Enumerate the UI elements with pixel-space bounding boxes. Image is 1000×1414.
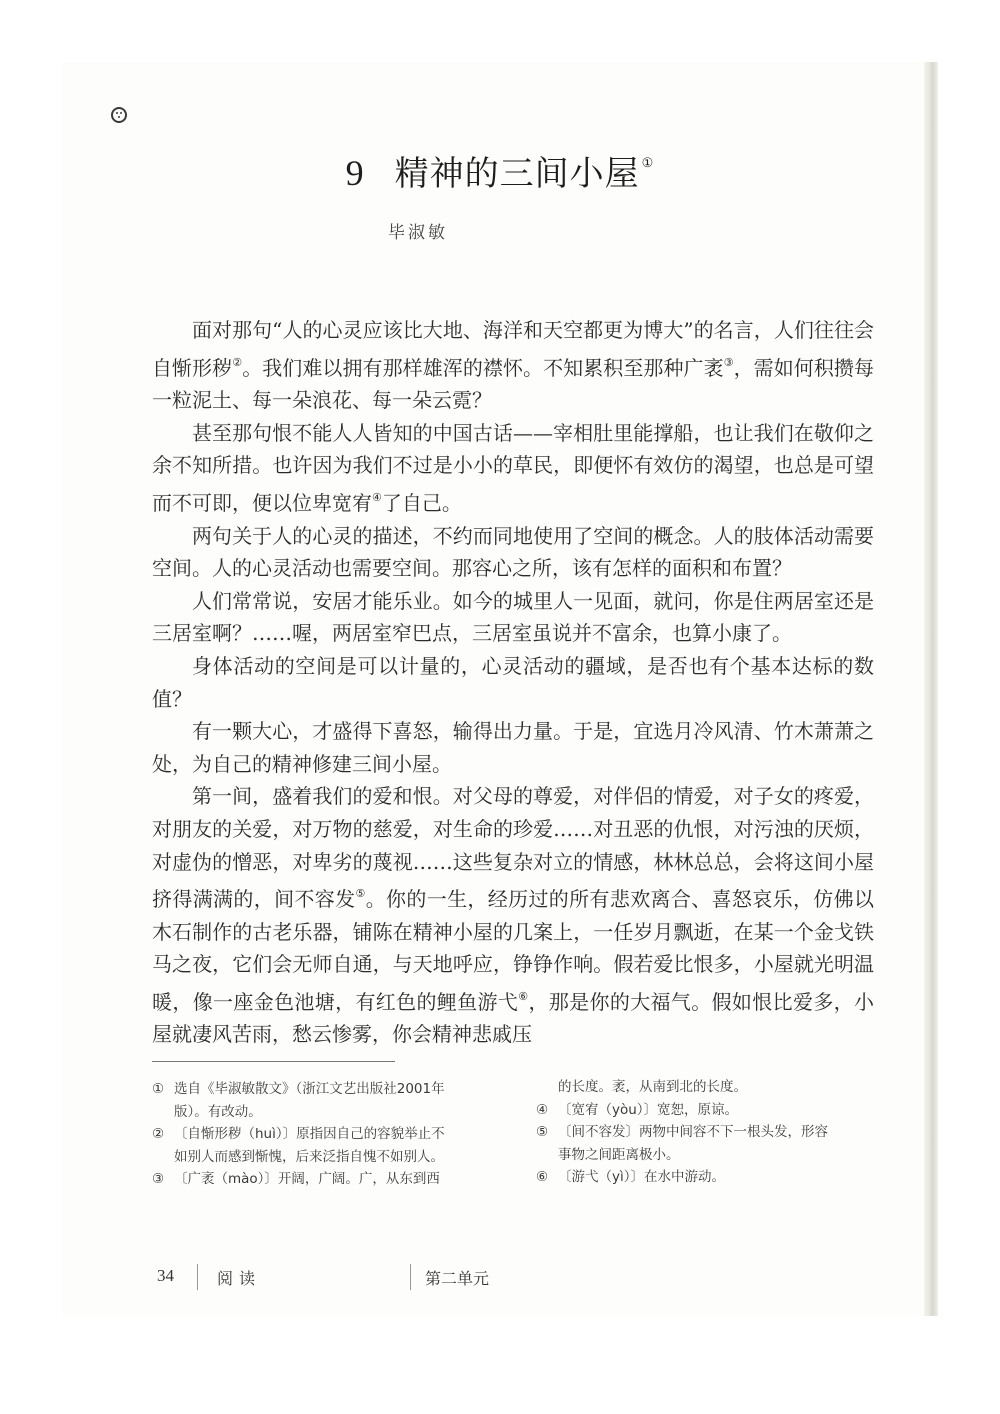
paragraph: 甚至那句恨不能人人皆知的中国古话——宰相肚里能撑船，也让我们在敬仰之余不知所措。也许因为我们不过是小小的草民，即便怀有效仿的渴望，也总是可望而不可即，便以位卑宽宥④了自己。 <box>152 420 874 515</box>
footnote-marker: ④ <box>536 1101 549 1118</box>
article-body <box>152 314 874 1051</box>
footnotes-right-column <box>536 1076 886 1189</box>
footnote-5-cont: 事物之间距离极小。 <box>558 1146 680 1163</box>
paragraph: 面对那句“人的心灵应该比大地、海洋和天空都更为博大”的名言，人们往往会自惭形秽②。我们难以拥有那样雄浑的襟怀。不知累积至那种广袤③，需如何积攒每一粒泥土、每一朵浪花、每一朵云霓？ <box>152 318 874 413</box>
paragraph: 两句关于人的心灵的描述，不约而同地使用了空间的概念。人的肢体活动需要空间。人的心灵活动也需要空间。那容心之所，该有怎样的面积和布置？ <box>152 523 874 581</box>
lesson-title-text: 精神的三间小屋 <box>394 154 640 194</box>
paragraph: 第一间，盛着我们的爱和恨。对父母的尊爱，对伴侣的情爱，对子女的疼爱，对朋友的关爱，对万物的慈爱，对生命的珍爱……对丑恶的仇恨，对污浊的厌烦，对虚伪的憎恶，对卑劣的蔑视……这些复杂对立的情感，林林总总，会将这间小屋挤得满满的，间不容发⑤。你的一生，经历过的所有悲欢离合、喜怒哀乐，仿佛以木石制作的古老乐器，铺陈在精神小屋的几案上，一任岁月飘逝，在某一个金戈铁马之夜，它们会无师自通，与天地呼应，铮铮作响。假若爱比恨多，小屋就光明温暖，像一座金色池塘，有红色的鲤鱼游弋⑥，那是你的大福气。假如恨比爱多，小屋就凄风苦雨，愁云惨雾，你会精神悲戚压 <box>152 784 875 1047</box>
footnote-2: ② 〔自惭形秽（huì）〕原指因自己的容貌举止不 <box>152 1123 502 1146</box>
page-number: 34 <box>157 1266 174 1285</box>
footnote-ref[interactable]: ③ <box>723 355 734 369</box>
footnote-1-cont: 版）。有改动。 <box>174 1103 262 1120</box>
footnote-marker: ③ <box>152 1171 165 1187</box>
footnote-ref[interactable]: ⑤ <box>355 887 366 901</box>
lesson-number: 9 <box>345 153 365 193</box>
footnote-6: ⑥ 〔游弋（yì）〕在水中游动。 <box>536 1166 886 1189</box>
footer-unit: 第二单元 <box>425 1269 490 1288</box>
footnote-5: ⑤ 〔间不容发〕两物中间容不下一根头发，形容 <box>536 1121 886 1144</box>
lesson-title <box>0 146 1000 195</box>
footnote-ref[interactable]: ⑥ <box>518 989 529 1003</box>
footer-divider <box>410 1264 411 1290</box>
footnote-4: ④ 〔宽宥（yòu）〕宽恕，原谅。 <box>536 1099 886 1122</box>
footnote-marker: ⑤ <box>536 1124 549 1140</box>
footnote-3: ③ 〔广袤（mào）〕开阔，广阔。广，从东到西 <box>152 1168 502 1191</box>
footnote-1: ① 选自《毕淑敏散文》（浙江文艺出版社2001年 <box>152 1078 502 1101</box>
footer-divider <box>197 1264 198 1290</box>
paragraph: 身体活动的空间是可以计量的，心灵活动的疆域，是否也有个基本达标的数值？ <box>152 653 874 711</box>
footnote-marker: ② <box>152 1126 165 1142</box>
footnote-3-cont: 的长度。袤，从南到北的长度。 <box>558 1079 747 1095</box>
footnote-marker: ① <box>152 1081 165 1097</box>
page-binding-edge <box>924 62 938 1316</box>
footnotes-left-column <box>152 1078 502 1191</box>
footnote-ref[interactable]: ④ <box>372 490 382 504</box>
footnote-ref[interactable]: ② <box>232 355 243 369</box>
author-name: 毕淑敏 <box>388 223 448 243</box>
footer-section: 阅读 <box>217 1269 262 1288</box>
footnote-2-cont: 如别人而感到惭愧，后来泛指自愧不如别人。 <box>174 1148 444 1165</box>
footnote-divider <box>152 1061 395 1062</box>
paragraph: 有一颗大心，才盛得下喜怒，输得出力量。于是，宜选月冷风清、竹木萧萧之处，为自己的精神修建三间小屋。 <box>152 719 874 776</box>
title-footnote-marker[interactable]: ① <box>641 156 655 171</box>
paragraph: 人们常常说，安居才能乐业。如今的城里人一见面，就问，你是住两居室还是三居室啊？……喔，两居室窄巴点，三居室虽说并不富余，也算小康了。 <box>152 588 874 646</box>
unit-emblem-icon <box>111 107 127 123</box>
footnote-marker: ⑥ <box>536 1169 549 1185</box>
